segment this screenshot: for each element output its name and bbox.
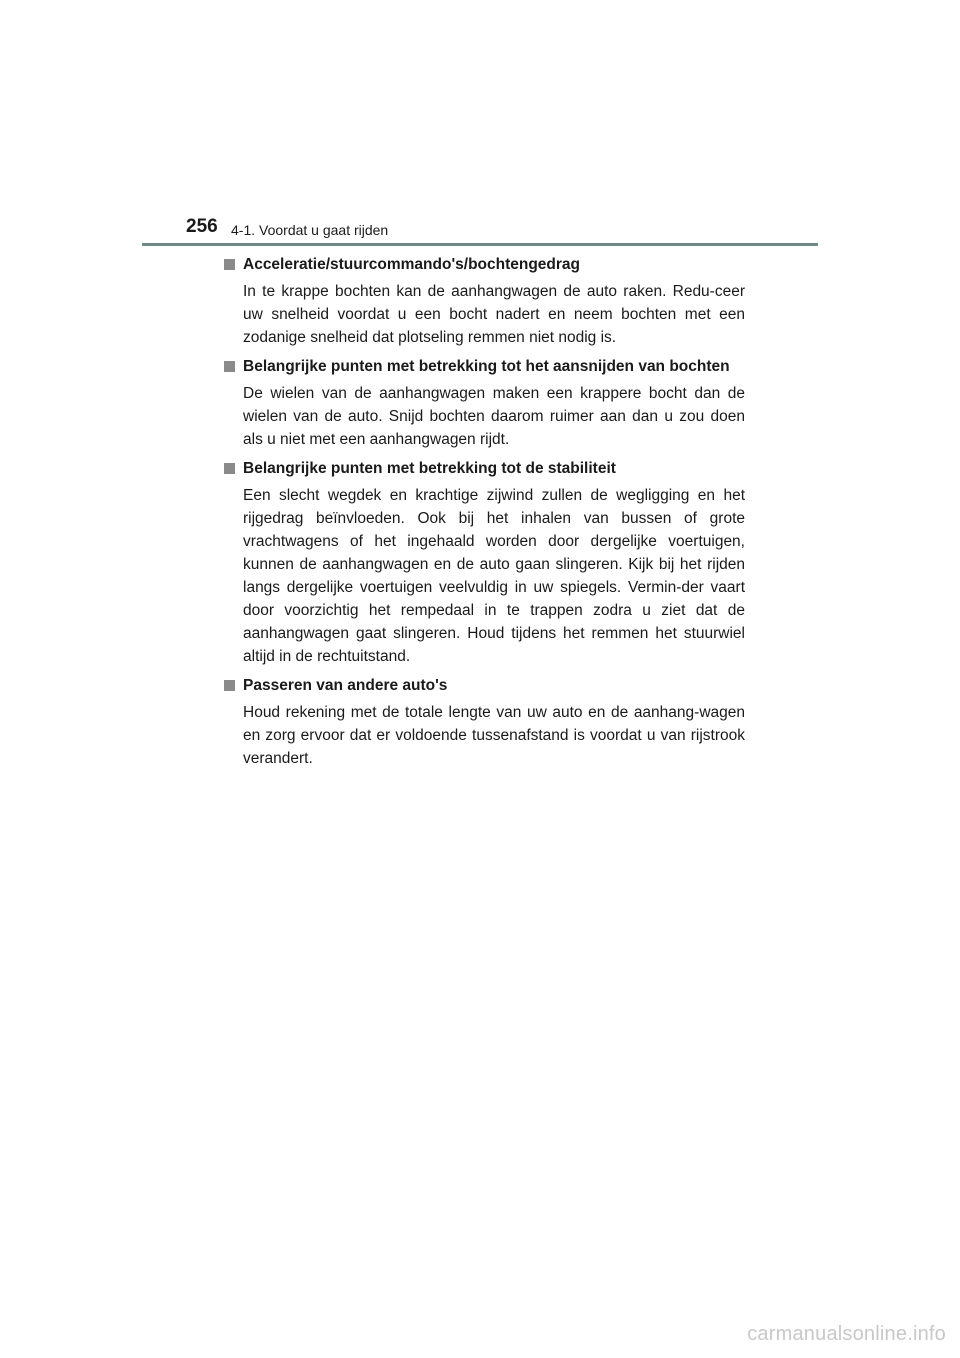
section-bochten bbox=[224, 355, 745, 451]
square-bullet-icon bbox=[224, 680, 235, 691]
section-heading-text: Acceleratie/stuurcommando's/bochtengedrag bbox=[243, 256, 581, 273]
section-heading-text: Belangrijke punten met betrekking tot de stabiliteit bbox=[243, 460, 616, 477]
section-body: De wielen van de aanhangwagen maken een krappere bocht dan de wielen van de auto. Snijd bochten daarom ruimer aan dan u zou doen als u niet met een aanhangwagen rijdt. bbox=[243, 385, 745, 448]
page-header bbox=[0, 0, 960, 250]
section-stabiliteit bbox=[224, 457, 745, 668]
header-divider bbox=[142, 243, 818, 246]
square-bullet-icon bbox=[224, 463, 235, 474]
watermark: carmanualsonline.info bbox=[747, 1323, 946, 1345]
section-heading-text: Belangrijke punten met betrekking tot het aansnijden van bochten bbox=[243, 358, 730, 375]
section-acceleratie bbox=[224, 253, 745, 349]
chapter-title: 4-1. Voordat u gaat rijden bbox=[231, 222, 389, 238]
section-body: In te krappe bochten kan de aanhangwagen de auto raken. Redu-ceer uw snelheid voordat u een bocht nadert en neem bochten met een zodanige snelheid dat plotseling remmen niet nodig is. bbox=[243, 283, 745, 346]
section-body: Houd rekening met de totale lengte van uw auto en de aanhang-wagen en zorg ervoor dat er voldoende tussenafstand is voordat u van rijstrook verandert. bbox=[243, 704, 745, 767]
square-bullet-icon bbox=[224, 361, 235, 372]
section-heading bbox=[224, 674, 745, 697]
section-heading bbox=[224, 457, 745, 480]
page-content bbox=[224, 253, 745, 776]
section-passeren bbox=[224, 674, 745, 770]
page-number: 256 bbox=[186, 216, 218, 237]
section-heading bbox=[224, 355, 745, 378]
section-heading bbox=[224, 253, 745, 276]
section-heading-text: Passeren van andere auto's bbox=[243, 677, 448, 694]
square-bullet-icon bbox=[224, 259, 235, 270]
section-body: Een slecht wegdek en krachtige zijwind zullen de wegligging en het rijgedrag beïnvloeden. Ook bij het inhalen van bussen of grote vrachtwagens of het ingehaald worden door dergelijke voertuigen, kunnen de aanhangwagen en de auto gaan slingeren. Kijk bij het rijden langs dergelijke voertuigen veelvuldig in uw spiegels. Vermin-der vaart door voorzichtig het rempedaal in te trappen zodra u ziet dat de aanhangwagen gaat slingeren. Houd tijdens het remmen het stuurwiel altijd in de rechtuitstand. bbox=[243, 487, 745, 665]
